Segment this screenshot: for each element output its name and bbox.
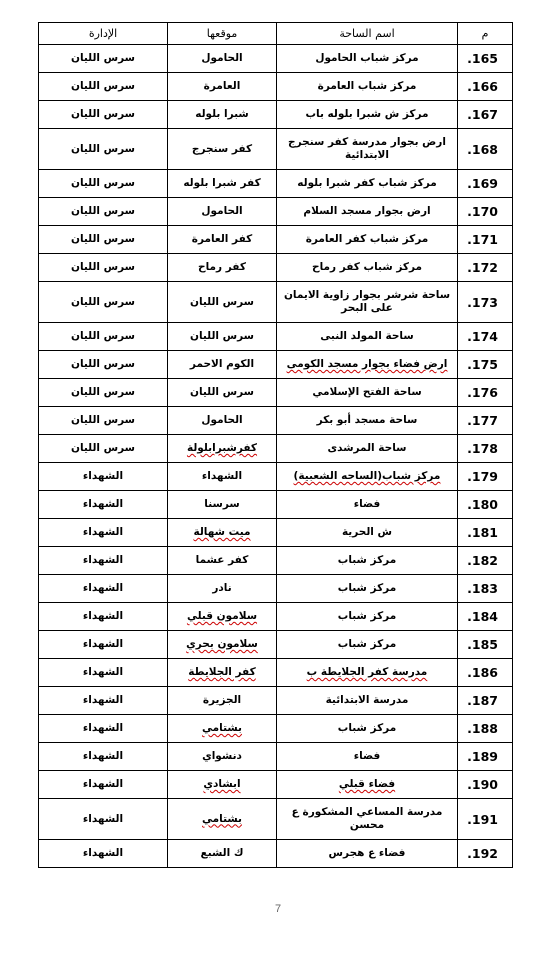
cell-location-text: كفر شبرا بلوله	[183, 177, 261, 189]
cell-administration	[39, 323, 168, 351]
cell-square-name	[277, 743, 458, 771]
cell-location	[168, 351, 277, 379]
cell-number	[458, 840, 513, 868]
cell-location-text: كفر العامرة	[191, 233, 253, 245]
cell-number-text: .181	[467, 525, 498, 540]
cell-number-text: .166	[467, 79, 498, 94]
cell-location-text: الحامول	[201, 52, 243, 64]
cell-administration	[39, 603, 168, 631]
cell-square-name-text: مدرسة المساعي المشكورة ع محسن	[291, 806, 443, 831]
cell-square-name	[277, 840, 458, 868]
cell-square-name	[277, 519, 458, 547]
cell-number-text: .168	[467, 141, 498, 157]
table-row	[39, 101, 513, 129]
cell-number-text: .190	[467, 777, 498, 792]
cell-location-text: العامرة	[203, 80, 241, 92]
cell-square-name	[277, 226, 458, 254]
table-row	[39, 282, 513, 323]
cell-location-text: بشتامي	[202, 812, 242, 825]
cell-number	[458, 799, 513, 840]
table-row	[39, 379, 513, 407]
cell-square-name-text: ساحة المولد النبى	[320, 330, 414, 342]
cell-location-text: كفر سنجرج	[191, 142, 253, 155]
table-row	[39, 603, 513, 631]
cell-location-text: الكوم الاحمر	[189, 358, 255, 370]
cell-administration	[39, 715, 168, 743]
cell-number	[458, 198, 513, 226]
cell-number	[458, 379, 513, 407]
table-row	[39, 491, 513, 519]
cell-number	[458, 659, 513, 687]
cell-square-name	[277, 129, 458, 170]
cell-administration	[39, 73, 168, 101]
cell-administration	[39, 129, 168, 170]
cell-square-name-text: مركز شباب كفر رماح	[312, 261, 422, 273]
cell-administration	[39, 379, 168, 407]
cell-number	[458, 631, 513, 659]
cell-square-name-text: مركز شباب العامرة	[317, 80, 417, 92]
cell-administration-text: سرس الليان	[70, 358, 136, 370]
cell-number	[458, 435, 513, 463]
cell-administration	[39, 407, 168, 435]
cell-location-text: كفر عشما	[195, 554, 249, 566]
cell-square-name	[277, 254, 458, 282]
cell-location	[168, 170, 277, 198]
cell-location	[168, 659, 277, 687]
table-row	[39, 226, 513, 254]
cell-square-name-text: مدرسة كفر الجلايطة ب	[306, 666, 428, 678]
cell-administration	[39, 435, 168, 463]
cell-administration	[39, 840, 168, 868]
cell-number-text: .165	[467, 51, 498, 66]
cell-administration-text: الشهداء	[82, 778, 124, 790]
cell-square-name-text: مدرسة الابتدائية	[325, 694, 409, 706]
cell-location	[168, 840, 277, 868]
cell-administration	[39, 351, 168, 379]
table-row	[39, 687, 513, 715]
cell-administration-text: الشهداء	[82, 750, 124, 762]
cell-location-text: سرسنا	[204, 498, 240, 510]
cell-number	[458, 73, 513, 101]
cell-location	[168, 519, 277, 547]
cell-location-text: ك الشبع	[200, 847, 244, 859]
cell-administration-text: الشهداء	[82, 582, 124, 594]
cell-location-text: نادر	[212, 582, 232, 594]
cell-square-name-text: ارض فضاء بجوار مسجد الكومى	[286, 358, 448, 370]
cell-administration-text: الشهداء	[82, 554, 124, 566]
cell-number-text: .178	[467, 441, 498, 456]
table-row	[39, 840, 513, 868]
table-row	[39, 519, 513, 547]
cell-location	[168, 198, 277, 226]
cell-administration-text: الشهداء	[82, 526, 124, 538]
cell-number	[458, 45, 513, 73]
cell-square-name-text: مركز شباب	[337, 582, 397, 594]
table-row	[39, 435, 513, 463]
cell-number-text: .172	[467, 260, 498, 275]
table-row	[39, 771, 513, 799]
cell-location-text: ميت شهالة	[193, 526, 251, 538]
cell-location-text: سرس الليان	[189, 295, 255, 308]
cell-location-text: كفر رماح	[198, 261, 246, 273]
table-row	[39, 575, 513, 603]
cell-square-name	[277, 407, 458, 435]
table-row	[39, 659, 513, 687]
cell-number-text: .191	[467, 811, 498, 827]
cell-number	[458, 129, 513, 170]
cell-square-name	[277, 101, 458, 129]
table-row	[39, 254, 513, 282]
cell-administration-text: سرس الليان	[70, 205, 136, 217]
cell-administration-text: سرس الليان	[70, 414, 136, 426]
cell-square-name-text: فضاء	[353, 750, 381, 762]
table-row	[39, 198, 513, 226]
cell-location	[168, 575, 277, 603]
cell-number-text: .188	[467, 721, 498, 736]
cell-square-name-text: مركز شباب كفر شبرا بلوله	[297, 177, 437, 189]
cell-square-name-text: مركز ش شبرا بلوله باب	[305, 108, 429, 120]
cell-location	[168, 491, 277, 519]
cell-square-name	[277, 547, 458, 575]
cell-number-text: .176	[467, 385, 498, 400]
cell-administration-text: الشهداء	[82, 666, 124, 678]
table-row	[39, 407, 513, 435]
cell-number-text: .186	[467, 665, 498, 680]
cell-square-name-text: مركز شباب كفر العامرة	[305, 233, 429, 245]
cell-number	[458, 101, 513, 129]
table-row	[39, 170, 513, 198]
header-num: م	[458, 23, 513, 45]
header-administration: الإدارة	[39, 23, 168, 45]
cell-administration-text: سرس الليان	[70, 177, 136, 189]
table-row	[39, 631, 513, 659]
cell-administration-text: سرس الليان	[70, 52, 136, 64]
cell-number	[458, 575, 513, 603]
cell-location	[168, 45, 277, 73]
table-row	[39, 799, 513, 840]
cell-administration	[39, 170, 168, 198]
cell-number-text: .167	[467, 107, 498, 122]
cell-number-text: .171	[467, 232, 498, 247]
cell-location	[168, 379, 277, 407]
cell-location-text: سلامون بحري	[186, 638, 258, 650]
cell-square-name	[277, 491, 458, 519]
cell-location-text: بشتامي	[202, 722, 242, 734]
cell-location-text: سرس الليان	[189, 386, 255, 398]
cell-number-text: .174	[467, 329, 498, 344]
cell-location	[168, 743, 277, 771]
cell-square-name-text: ش الحرية	[341, 526, 393, 538]
cell-location-text: سرس الليان	[189, 330, 255, 342]
cell-location	[168, 407, 277, 435]
cell-administration-text: الشهداء	[82, 610, 124, 622]
cell-location-text: الحامول	[201, 414, 243, 426]
cell-number-text: .185	[467, 637, 498, 652]
cell-location	[168, 435, 277, 463]
cell-square-name-text: مركز شباب	[337, 638, 397, 650]
cell-administration-text: سرس الليان	[70, 330, 136, 342]
cell-location	[168, 73, 277, 101]
cell-number-text: .192	[467, 846, 498, 861]
cell-location	[168, 771, 277, 799]
cell-location	[168, 799, 277, 840]
cell-number	[458, 743, 513, 771]
cell-administration	[39, 491, 168, 519]
cell-number-text: .173	[467, 294, 498, 310]
cell-location-text: كفر الجلايطة	[188, 666, 256, 678]
cell-square-name-text: مركز شباب(الساحه الشعبية)	[293, 470, 441, 482]
cell-square-name-text: ساحة المرشدى	[327, 442, 407, 454]
cell-square-name-text: ساحة شرشر بجوار زاوية الايمان على البحر	[283, 289, 451, 314]
squares-table	[38, 22, 513, 868]
cell-square-name	[277, 170, 458, 198]
cell-administration-text: سرس الليان	[70, 295, 136, 308]
cell-square-name	[277, 631, 458, 659]
cell-location-text: دنشواي	[202, 750, 242, 762]
cell-location	[168, 323, 277, 351]
cell-administration	[39, 101, 168, 129]
cell-number	[458, 226, 513, 254]
cell-administration-text: سرس الليان	[70, 142, 136, 155]
cell-number-text: .187	[467, 693, 498, 708]
cell-administration	[39, 575, 168, 603]
cell-administration-text: الشهداء	[82, 638, 124, 650]
cell-square-name	[277, 323, 458, 351]
cell-location	[168, 687, 277, 715]
cell-square-name-text: ساحة مسجد أبو بكر	[316, 414, 418, 426]
cell-square-name	[277, 715, 458, 743]
cell-location-text: شبرا بلوله	[195, 108, 249, 120]
cell-location	[168, 254, 277, 282]
cell-square-name	[277, 351, 458, 379]
cell-square-name-text: مركز شباب	[337, 554, 397, 566]
cell-number-text: .170	[467, 204, 498, 219]
cell-location	[168, 631, 277, 659]
cell-administration-text: سرس الليان	[70, 386, 136, 398]
table-row	[39, 547, 513, 575]
table-row	[39, 463, 513, 491]
cell-square-name	[277, 463, 458, 491]
cell-number	[458, 254, 513, 282]
cell-number	[458, 603, 513, 631]
cell-square-name	[277, 435, 458, 463]
cell-administration	[39, 226, 168, 254]
cell-number-text: .184	[467, 609, 498, 624]
cell-square-name-text: فضاء ع هجرس	[328, 847, 406, 859]
cell-number-text: .179	[467, 469, 498, 484]
cell-number-text: .189	[467, 749, 498, 764]
cell-square-name-text: فضاء	[353, 498, 381, 510]
cell-administration	[39, 519, 168, 547]
cell-administration	[39, 743, 168, 771]
cell-number	[458, 351, 513, 379]
table-row	[39, 73, 513, 101]
cell-number-text: .169	[467, 176, 498, 191]
cell-square-name-text: مركز شباب الحامول	[315, 52, 419, 64]
cell-administration	[39, 659, 168, 687]
cell-administration	[39, 463, 168, 491]
table-row	[39, 351, 513, 379]
table-row	[39, 715, 513, 743]
cell-square-name	[277, 73, 458, 101]
cell-number	[458, 323, 513, 351]
cell-number	[458, 687, 513, 715]
table-row	[39, 743, 513, 771]
cell-square-name-text: فضاء قبلي	[338, 778, 396, 790]
cell-administration	[39, 198, 168, 226]
cell-number-text: .177	[467, 413, 498, 428]
cell-administration-text: سرس الليان	[70, 261, 136, 273]
cell-administration	[39, 687, 168, 715]
cell-administration	[39, 547, 168, 575]
cell-location-text: ابشادي	[203, 778, 241, 790]
cell-location	[168, 129, 277, 170]
cell-square-name-text: ارض بجوار مسجد السلام	[303, 205, 431, 217]
cell-number	[458, 407, 513, 435]
cell-administration-text: الشهداء	[82, 722, 124, 734]
cell-square-name-text: ساحة الفتح الإسلامي	[312, 386, 422, 398]
cell-number-text: .183	[467, 581, 498, 596]
cell-square-name	[277, 45, 458, 73]
cell-square-name	[277, 282, 458, 323]
cell-administration-text: الشهداء	[82, 694, 124, 706]
cell-administration-text: الشهداء	[82, 498, 124, 510]
cell-administration-text: الشهداء	[82, 847, 124, 859]
cell-location-text: كفرشبرابلولة	[186, 442, 258, 454]
cell-location-text: سلامون قبلي	[186, 610, 258, 622]
header-location: موقعها	[168, 23, 277, 45]
cell-administration	[39, 631, 168, 659]
table-row	[39, 129, 513, 170]
cell-administration	[39, 282, 168, 323]
cell-square-name	[277, 198, 458, 226]
cell-number	[458, 715, 513, 743]
cell-square-name-text: ارض بجوار مدرسة كفر سنجرج الابتدائية	[288, 136, 446, 161]
cell-square-name	[277, 379, 458, 407]
cell-square-name	[277, 575, 458, 603]
cell-administration-text: الشهداء	[82, 812, 124, 825]
cell-location	[168, 715, 277, 743]
cell-administration-text: سرس الليان	[70, 233, 136, 245]
cell-administration-text: الشهداء	[82, 470, 124, 482]
cell-number-text: .175	[467, 357, 498, 372]
cell-administration	[39, 45, 168, 73]
table-header-row	[39, 23, 513, 45]
cell-location	[168, 463, 277, 491]
cell-square-name-text: مركز شباب	[337, 610, 397, 622]
cell-location-text: الشهداء	[201, 470, 243, 482]
cell-number-text: .180	[467, 497, 498, 512]
cell-square-name	[277, 799, 458, 840]
cell-location	[168, 226, 277, 254]
cell-number	[458, 282, 513, 323]
cell-location-text: الحامول	[201, 205, 243, 217]
cell-administration	[39, 771, 168, 799]
cell-administration-text: سرس الليان	[70, 108, 136, 120]
cell-number	[458, 519, 513, 547]
cell-square-name	[277, 687, 458, 715]
cell-location	[168, 282, 277, 323]
cell-administration	[39, 799, 168, 840]
cell-location-text: الجزيرة	[202, 694, 242, 706]
cell-number	[458, 463, 513, 491]
table-row	[39, 323, 513, 351]
cell-square-name	[277, 771, 458, 799]
header-square-name: اسم الساحة	[277, 23, 458, 45]
cell-number	[458, 491, 513, 519]
cell-number	[458, 771, 513, 799]
cell-number-text: .182	[467, 553, 498, 568]
cell-number	[458, 547, 513, 575]
cell-number	[458, 170, 513, 198]
cell-square-name-text: مركز شباب	[337, 722, 397, 734]
cell-administration-text: سرس الليان	[70, 80, 136, 92]
cell-location	[168, 603, 277, 631]
cell-administration	[39, 254, 168, 282]
cell-location	[168, 101, 277, 129]
cell-administration-text: سرس الليان	[70, 442, 136, 454]
page-number: 7	[274, 903, 282, 915]
cell-location	[168, 547, 277, 575]
table-row	[39, 45, 513, 73]
cell-square-name	[277, 659, 458, 687]
cell-square-name	[277, 603, 458, 631]
